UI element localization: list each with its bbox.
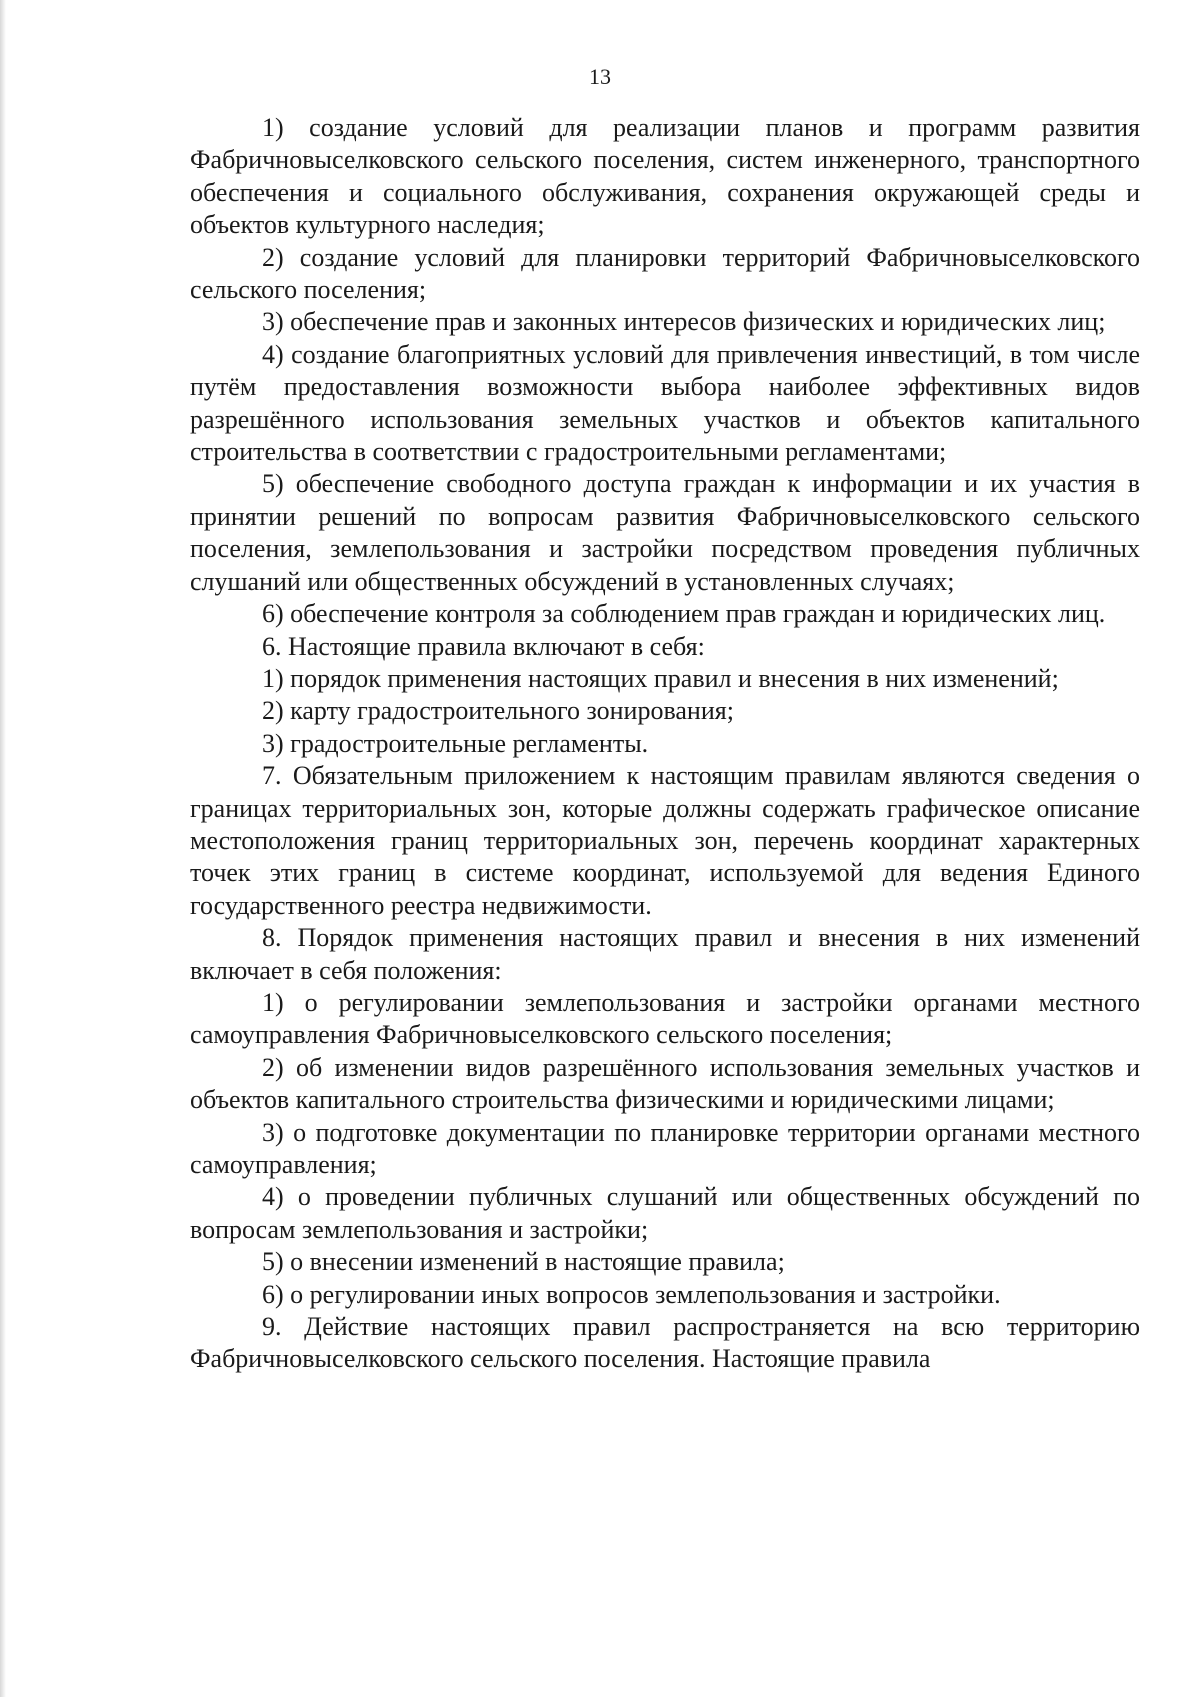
paragraph: 2) карту градостроительного зонирования; — [262, 696, 734, 726]
page-number: 13 — [589, 64, 611, 89]
document-body — [190, 112, 1140, 1376]
paragraph: 4) создание благоприятных условий для привлечения инвестиций, в том числе путём предоставления возможности выбора наиболее эффективных видов разрешённого использования земельных участков и объектов капитального строительства в соответствии с градостроительными регламентами; — [190, 339, 1140, 467]
scan-edge-shadow — [0, 0, 6, 1697]
paragraph: 1) о регулировании землепользования и застройки органами местного самоуправления Фабричновыселковского сельского поселения; — [190, 987, 1140, 1050]
paragraph: 2) создание условий для планировки территорий Фабричновыселковского сельского поселения; — [190, 242, 1140, 305]
paragraph: 6. Настоящие правила включают в себя: — [262, 631, 705, 661]
paragraph: 4) о проведении публичных слушаний или общественных обсуждений по вопросам землепользования и застройки; — [190, 1182, 1140, 1244]
paragraph: 8. Порядок применения настоящих правил и внесения в них изменений включает в себя положения: — [190, 923, 1140, 985]
paragraph: 1) порядок применения настоящих правил и внесения в них изменений; — [262, 663, 1059, 693]
paragraph: 5) обеспечение свободного доступа граждан к информации и их участия в принятии решений по вопросам развития Фабричновыселковского сельского поселения, землепользования и застройки посредством проведения публичных слушаний или общественных обсуждений в установленных случаях; — [190, 469, 1140, 596]
paragraph: 6) о регулировании иных вопросов землепользования и застройки. — [262, 1279, 1001, 1309]
paragraph: 5) о внесении изменений в настоящие правила; — [262, 1247, 785, 1277]
paragraph: 9. Действие настоящих правил распространяется на всю территорию Фабричновыселковского сельского поселения. Настоящие правила — [190, 1312, 1140, 1374]
paragraph: 2) об изменении видов разрешённого использования земельных участков и объектов капитального строительства физическими и юридическими лицами; — [190, 1052, 1140, 1115]
paragraph: 3) градостроительные регламенты. — [262, 728, 649, 758]
paragraph: 7. Обязательным приложением к настоящим правилам являются сведения о границах территориальных зон, которые должны содержать графическое описание местоположения границ территориальных зон, перечень координат характерных точек этих границ в системе координат, используемой для ведения Единого государственного реестра недвижимости. — [190, 761, 1140, 920]
paragraph: 6) обеспечение контроля за соблюдением прав граждан и юридических лиц. — [262, 599, 1106, 629]
paragraph: 1) создание условий для реализации планов и программ развития Фабричновыселковского сельского поселения, систем инженерного, транспортного обеспечения и социального обслуживания, сохранения окружающей среды и объектов культурного наследия; — [190, 113, 1140, 240]
paragraph: 3) обеспечение прав и законных интересов физических и юридических лиц; — [262, 307, 1106, 337]
paragraph: 3) о подготовке документации по планировке территории органами местного самоуправления; — [190, 1117, 1140, 1179]
